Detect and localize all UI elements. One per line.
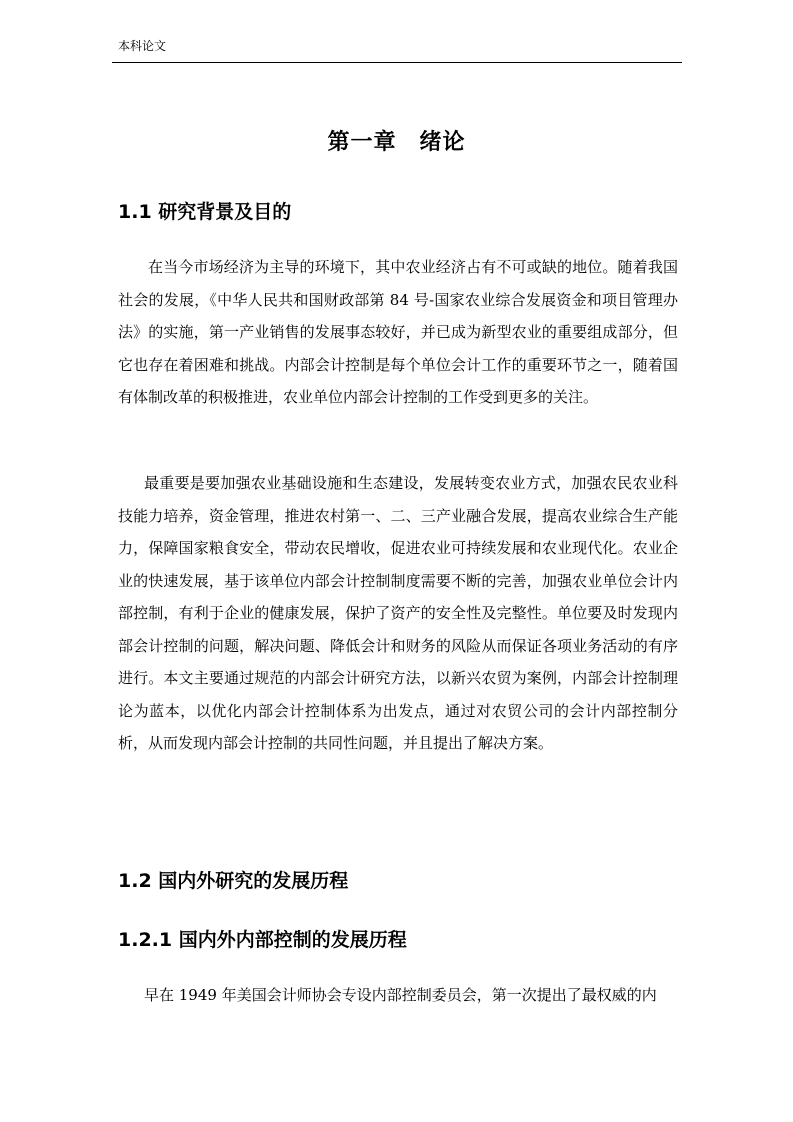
paragraph-1-1-a: 在当今市场经济为主导的环境下，其中农业经济占有不可或缺的地位。随着我国社会的发展，《中华人民共和国财政部第 84 号-国家农业综合发展资金和项目管理办法》的实施，第一产业销售的发展事态较好，并已成为新型农业的重要组成部分，但它也存在着困难和挑战。内部会计控制是每个单位会计工作的重要环节之一，随着国有体制改革的积极推进，农业单位内部会计控制的工作受到更多的关注。 [118,258,678,406]
section-heading-1-1: 1.1 研究背景及目的 [118,201,292,223]
chapter-title: 第一章 绪论 [327,130,466,155]
paragraph-1-1-b: 最重要是要加强农业基础设施和生态建设，发展转变农业方式，加强农民农业科技能力培养，资金管理，推进农村第一、二、三产业融合发展，提高农业综合生产能力，保障国家粮食安全，带动农民增收，促进农业可持续发展和农业现代化。农业企业的快速发展，基于该单位内部会计控制制度需要不断的完善，加强农业单位会计内部控制，有利于企业的健康发展，保护了资产的安全性及完整性。单位要及时发现内部会计控制的问题，解决问题、降低会计和财务的风险从而保证各项业务活动的有序进行。本文主要通过规范的内部会计研究方法，以新兴农贸为案例，内部会计控制理论为蓝本，以优化内部会计控制体系为出发点，通过对农贸公司的会计内部控制分析，从而发现内部会计控制的共同性问题，并且提出了解决方案。 [118,474,678,752]
header-divider [112,62,682,63]
running-header: 本科论文 [118,39,167,53]
section-heading-1-2: 1.2 国内外研究的发展历程 [118,870,349,892]
paragraph-1-2-1-a: 早在 1949 年美国会计师协会专设内部控制委员会，第一次提出了最权威的内 [144,986,657,1004]
section-heading-1-2-1: 1.2.1 国内外内部控制的发展历程 [118,929,407,951]
